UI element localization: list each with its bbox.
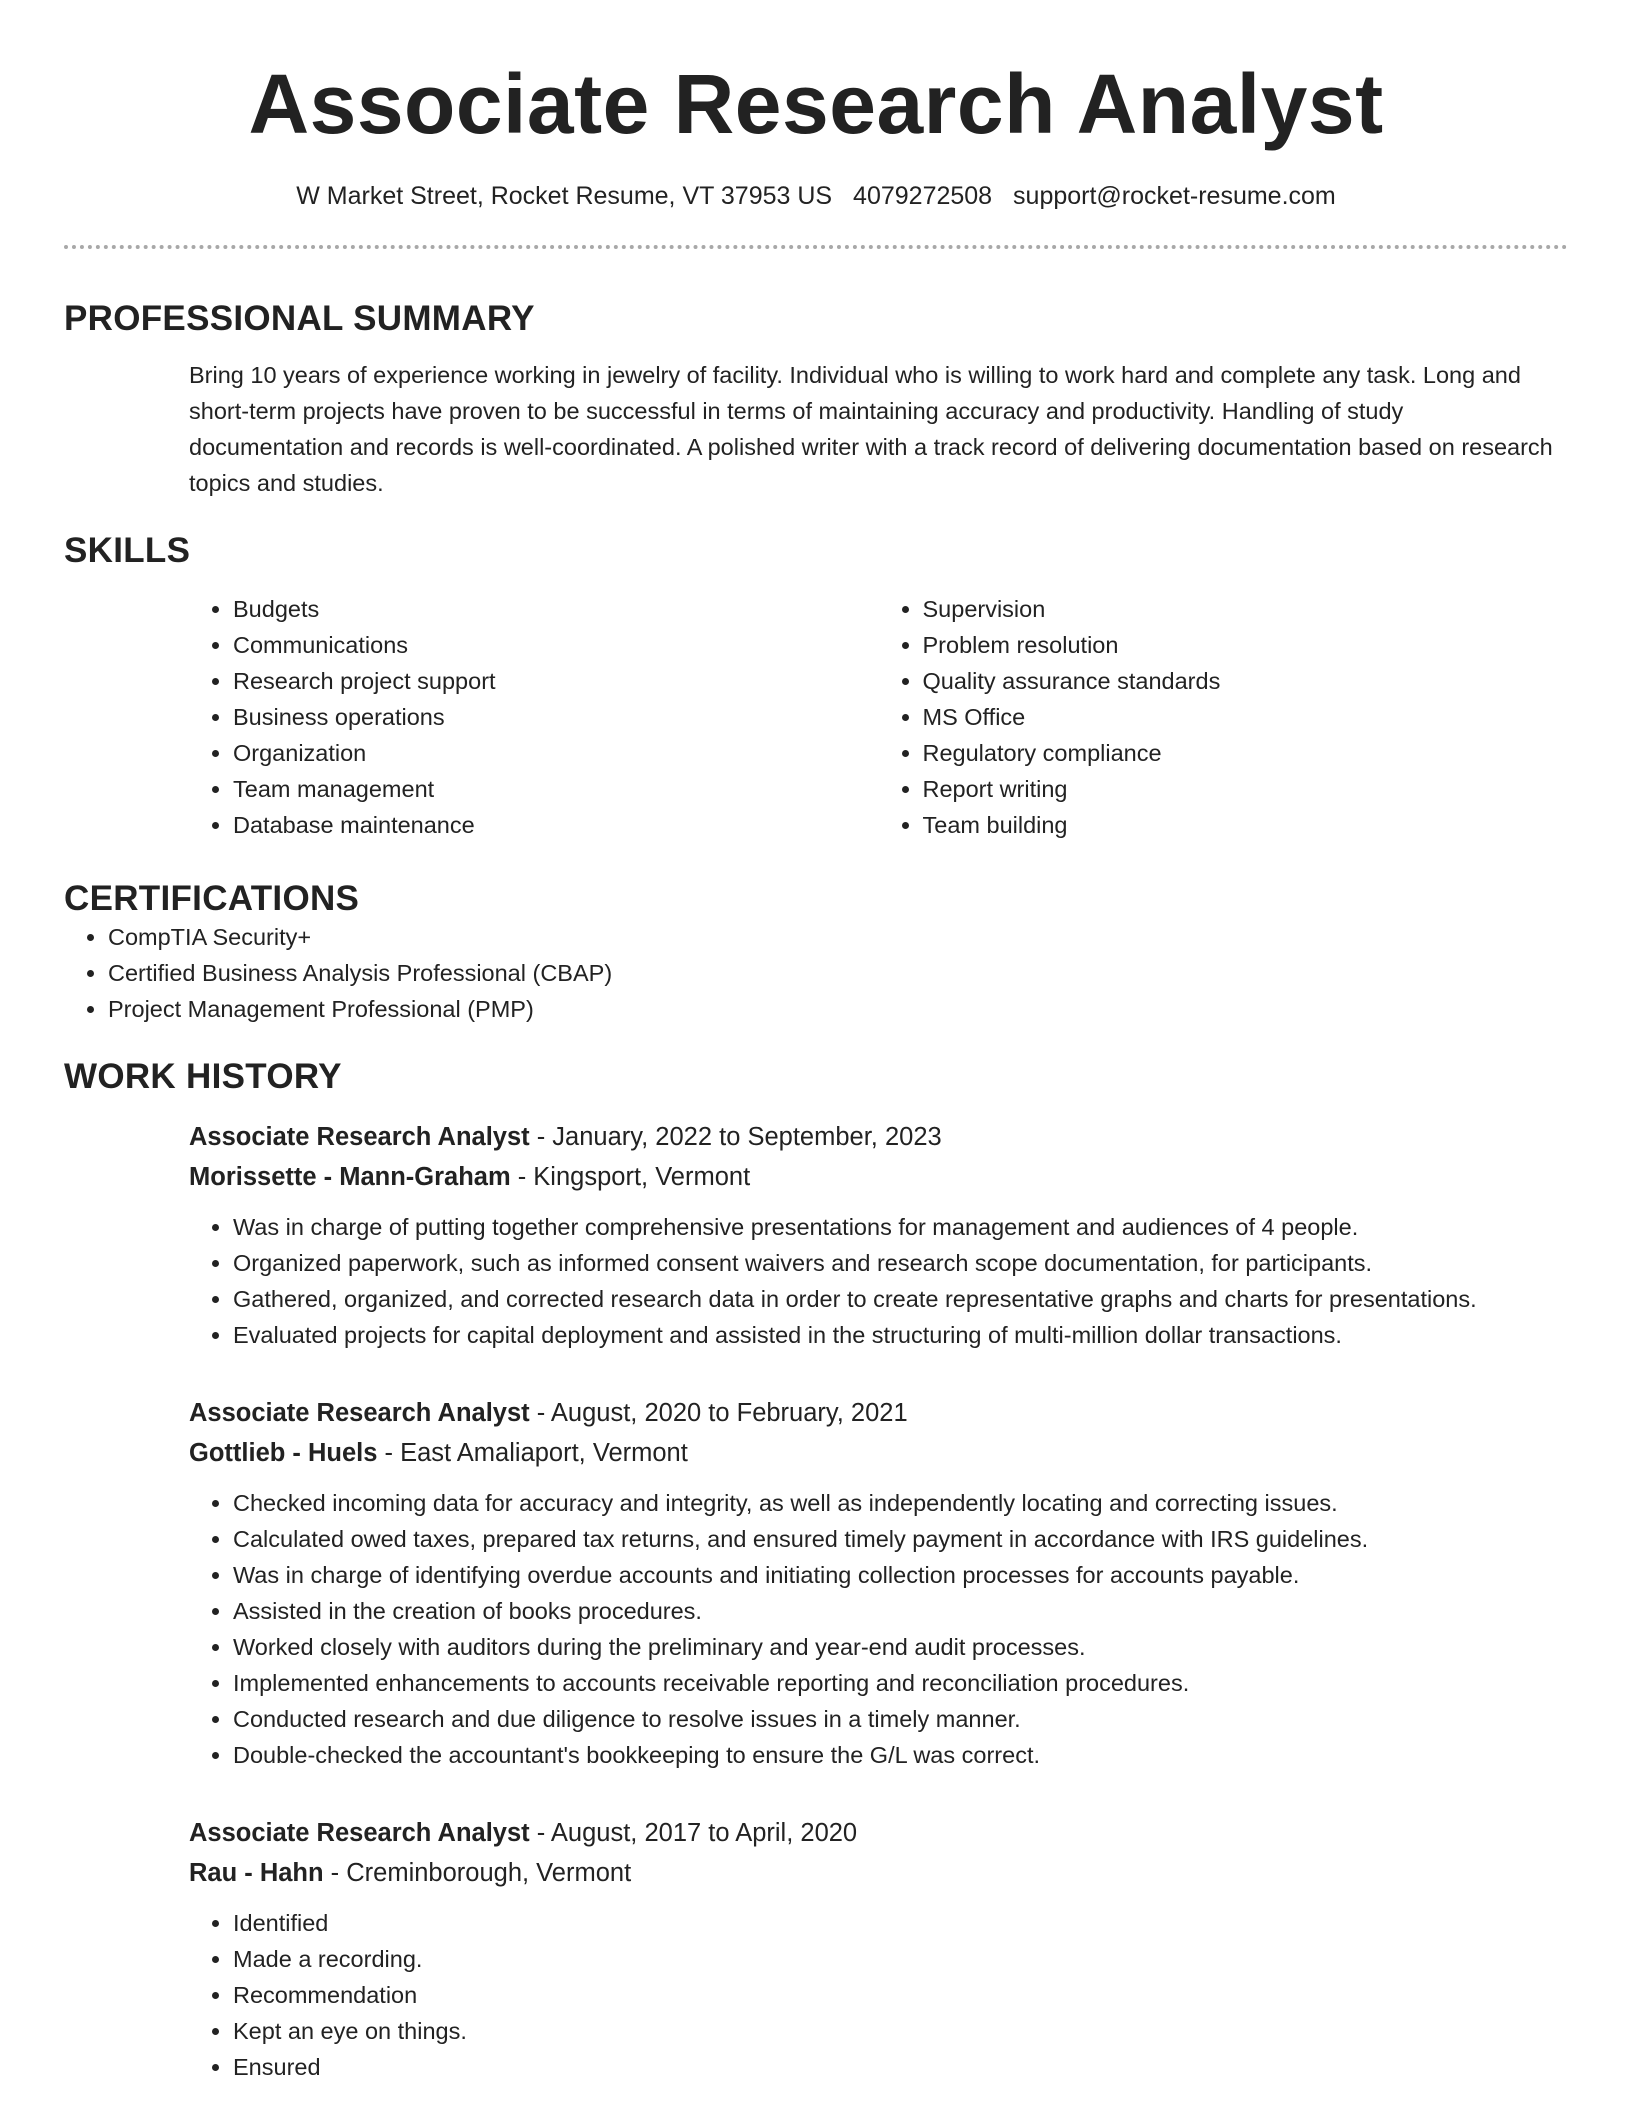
certification-item: • Certified Business Analysis Professional (CBAP) (108, 955, 1568, 991)
certification-item: • CompTIA Security+ (108, 919, 1568, 955)
job-bullet: • Checked incoming data for accuracy and integrity, as well as independently locating and correcting issues. (233, 1485, 1568, 1521)
skills-list-left (189, 591, 879, 843)
certifications-list (64, 919, 1568, 1027)
skill-item: • Problem resolution (923, 627, 1569, 663)
job-company: Gottlieb - Huels (189, 1439, 378, 1467)
job-company: Morissette - Mann-Graham (189, 1163, 511, 1191)
summary-text: Bring 10 years of experience working in jewelry of facility. Individual who is willing to work hard and complete any task. Long and short-term projects have proven to be successful in terms of maintaining accuracy and productivity. Handling of study documentation and records is well-coordinated. A polished writer with a track record of delivering documentation based on research topics and studies. (189, 362, 1553, 496)
job-title: Associate Research Analyst (189, 1123, 530, 1151)
job-title-line (189, 1117, 1568, 1157)
skill-item: • Organization (233, 735, 879, 771)
job-location: - East Amaliaport, Vermont (377, 1439, 688, 1467)
job-bullet: • Double-checked the accountant's bookkeeping to ensure the G/L was correct. (233, 1737, 1568, 1773)
job-location: - Kingsport, Vermont (510, 1163, 751, 1191)
skill-item: • Team building (923, 807, 1569, 843)
job-bullet: • Assisted in the creation of books procedures. (233, 1593, 1568, 1629)
skill-item: • Database maintenance (233, 807, 879, 843)
work-history-heading: WORK HISTORY (64, 1057, 342, 1096)
job-bullet: • Made a recording. (233, 1941, 1568, 1977)
job-bullet: • Kept an eye on things. (233, 2013, 1568, 2049)
skill-item: • Team management (233, 771, 879, 807)
skill-item: • Research project support (233, 663, 879, 699)
skills-list-right (879, 591, 1569, 843)
job-company-line (189, 1853, 1568, 1893)
job-bullet: • Identified (233, 1905, 1568, 1941)
job-dates: - January, 2022 to September, 2023 (529, 1123, 942, 1151)
job-title-line (189, 1393, 1568, 1433)
job-company-line (189, 1157, 1568, 1197)
job-bullet: • Implemented enhancements to accounts receivable reporting and reconciliation procedures. (233, 1665, 1568, 1701)
job-entry (189, 1813, 1568, 2085)
job-company: Rau - Hahn (189, 1859, 324, 1887)
job-bullet: • Evaluated projects for capital deployment and assisted in the structuring of multi-million dollar transactions. (233, 1317, 1568, 1353)
job-entry (189, 1117, 1568, 1353)
job-bullets (189, 1905, 1568, 2085)
job-bullet: • Was in charge of identifying overdue accounts and initiating collection processes for accounts payable. (233, 1557, 1568, 1593)
job-dates: - August, 2017 to April, 2020 (529, 1819, 858, 1847)
job-bullet: • Recommendation (233, 1977, 1568, 2013)
job-bullet: • Worked closely with auditors during the preliminary and year-end audit processes. (233, 1629, 1568, 1665)
job-bullets (189, 1209, 1568, 1353)
skill-item: • Regulatory compliance (923, 735, 1569, 771)
job-bullet: • Conducted research and due diligence to resolve issues in a timely manner. (233, 1701, 1568, 1737)
job-entry (189, 1393, 1568, 1773)
resume-name: Associate Research Analyst (248, 57, 1384, 151)
job-dates: - August, 2020 to February, 2021 (529, 1399, 908, 1427)
job-bullet: • Calculated owed taxes, prepared tax returns, and ensured timely payment in accordance with IRS guidelines. (233, 1521, 1568, 1557)
skill-item: • Supervision (923, 591, 1569, 627)
skill-item: • Business operations (233, 699, 879, 735)
job-company-line (189, 1433, 1568, 1473)
skill-item: • Quality assurance standards (923, 663, 1569, 699)
summary-heading: PROFESSIONAL SUMMARY (64, 299, 535, 338)
contact-phone: 4079272508 (853, 182, 993, 210)
job-title-line (189, 1813, 1568, 1853)
skill-item: • Communications (233, 627, 879, 663)
skill-item: • Report writing (923, 771, 1569, 807)
certifications-heading: CERTIFICATIONS (64, 879, 360, 918)
job-title: Associate Research Analyst (189, 1399, 530, 1427)
job-bullet: • Gathered, organized, and corrected research data in order to create representative graphs and charts for presentations. (233, 1281, 1568, 1317)
job-title: Associate Research Analyst (189, 1819, 530, 1847)
certification-item: • Project Management Professional (PMP) (108, 991, 1568, 1027)
job-bullets (189, 1485, 1568, 1773)
header-divider (64, 245, 1568, 249)
job-location: - Creminborough, Vermont (323, 1859, 632, 1887)
skill-item: • Budgets (233, 591, 879, 627)
job-bullet: • Organized paperwork, such as informed consent waivers and research scope documentation, for participants. (233, 1245, 1568, 1281)
contact-email: support@rocket-resume.com (1013, 182, 1336, 210)
contact-address: W Market Street, Rocket Resume, VT 37953 US (296, 182, 833, 210)
contact-line (64, 180, 1568, 212)
job-bullet: • Was in charge of putting together comprehensive presentations for management and audiences of 4 people. (233, 1209, 1568, 1245)
skills-heading: SKILLS (64, 531, 191, 570)
skills-grid (189, 591, 1568, 843)
job-bullet: • Ensured (233, 2049, 1568, 2085)
skill-item: • MS Office (923, 699, 1569, 735)
